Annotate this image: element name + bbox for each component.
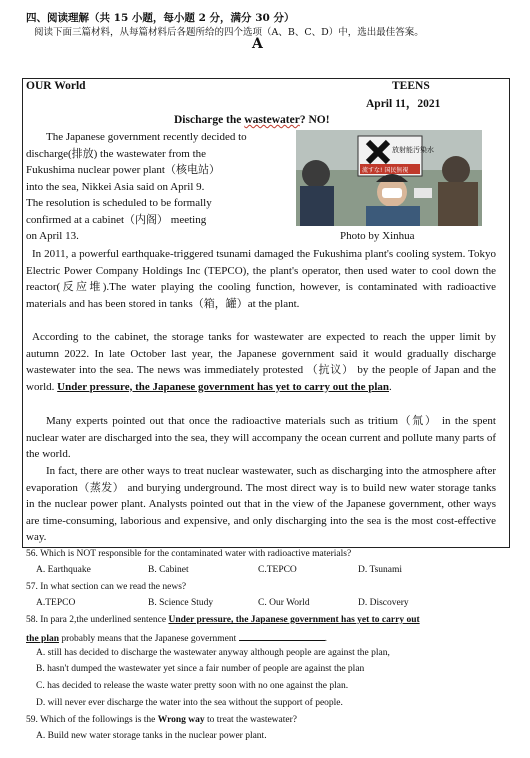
intro-line: The Japanese government recently decided to	[46, 131, 247, 143]
option-57-b: B. Science Study	[148, 598, 214, 608]
option-58-b: B. hasn't dumped the wastewater yet since a fair number of people are against the plan	[36, 664, 365, 674]
option-58-d: D. will never ever discharge the water into the sea without the support of people.	[36, 698, 343, 708]
protest-sign-2: 流すな! 国民無視	[362, 167, 409, 174]
question-56: 56. Which is NOT responsible for the contaminated water with radioactive materials?	[26, 549, 352, 559]
intro-line: into the sea, Nikkei Asia said on April 9.	[26, 180, 205, 193]
article-date: April 11，2021	[366, 98, 441, 110]
intro-line: Fukushima nuclear power plant（核电站）	[26, 164, 220, 176]
question-58-line-1: 58. In para 2,the underlined sentence Under pressure, the Japanese government has yet to carry out	[26, 615, 420, 625]
intro-line: on April 13.	[26, 230, 79, 242]
question-58-line-2: the plan probably means that the Japanese government .	[26, 631, 327, 644]
section-instructions: 阅读下面三篇材料，从每篇材料后各题所给的四个选项（A、B、C、D）中，选出最佳答案。	[34, 27, 424, 38]
protest-sign-1: 放射能汚染水	[392, 146, 434, 154]
paragraph-5: In fact, there are other ways to treat nuclear wastewater, such as discharging into the atmosphere after evaporation（蒸发） and burying underground. The most direct way is to build new water storage tanks in the nuclear power plant. Analysts pointed out that in the view of the Japanese government, other ways are time-consuming, laborious and expensive, and only discharging into the sea is the most cost-effective way.	[26, 465, 496, 543]
option-59-a: A. Build new water storage tanks in the nuclear power plant.	[36, 731, 267, 741]
masthead-right: TEENS	[392, 80, 430, 92]
intro-paragraph	[26, 129, 276, 245]
masthead-left: OUR World	[26, 80, 86, 92]
option-56-d: D. Tsunami	[358, 565, 403, 575]
paragraph-4: Many experts pointed out that once the radioactive materials such as tritium（氚） in the spent nuclear water are discharged into the sea, they will accompany the ocean current and pollute many parts of the world.	[26, 415, 496, 460]
question-59: 59. Which of the followings is the Wrong way to treat the wastewater?	[26, 715, 297, 725]
intro-line: The resolution is scheduled to be formally	[26, 197, 212, 209]
section-title: 四、阅读理解（共 15 小题，每小题 2 分，满分 30 分）	[26, 12, 295, 24]
passage-letter: A	[252, 36, 263, 52]
paragraph-2: In 2011, a powerful earthquake-triggered tsunami damaged the Fukushima plant's cooling system. Tokyo Electric Power Company Holdings Inc (TEPCO), the plant's operator, then used water to cool down the reactor(反应堆).The water playing the cooling function, however, is contaminated with radioactive materials and has been stored in tanks（箱，罐）at the plant.	[26, 248, 496, 310]
option-57-a: A.TEPCO	[36, 598, 76, 608]
intro-line: confirmed at a cabinet（内阁） meeting	[26, 213, 207, 226]
option-56-a: A. Earthquake	[36, 565, 91, 575]
option-58-c: C. has decided to release the waste water pretty soon with no one against the plan.	[36, 681, 349, 691]
paragraph-3: According to the cabinet, the storage tanks for wastewater are expected to reach the upper limit by autumn 2022. In late October last year, the Japanese government said it would gradually discharge wastewater into the sea. The news was immediately protested （抗议） by the people of Japan and the world. Under pressure, the Japanese government has yet to carry out the plan.	[26, 331, 496, 393]
intro-line: discharge(排放) the wastewater from the	[26, 147, 207, 160]
answer-blank	[239, 631, 325, 641]
photo-caption: Photo by Xinhua	[340, 230, 415, 242]
option-56-c: C.TEPCO	[258, 565, 297, 575]
question-57: 57. In what section can we read the news?	[26, 582, 187, 592]
option-56-b: B. Cabinet	[148, 565, 189, 575]
option-57-c: C. Our World	[258, 598, 310, 608]
protest-photo	[296, 130, 482, 226]
underlined-sentence: Under pressure, the Japanese government has yet to carry out the plan	[57, 380, 389, 393]
option-58-a: A. still has decided to discharge the wastewater anyway although people are against the plan,	[36, 648, 390, 658]
option-57-d: D. Discovery	[358, 598, 409, 608]
article-headline: Discharge the wastewater? NO!	[174, 114, 330, 126]
